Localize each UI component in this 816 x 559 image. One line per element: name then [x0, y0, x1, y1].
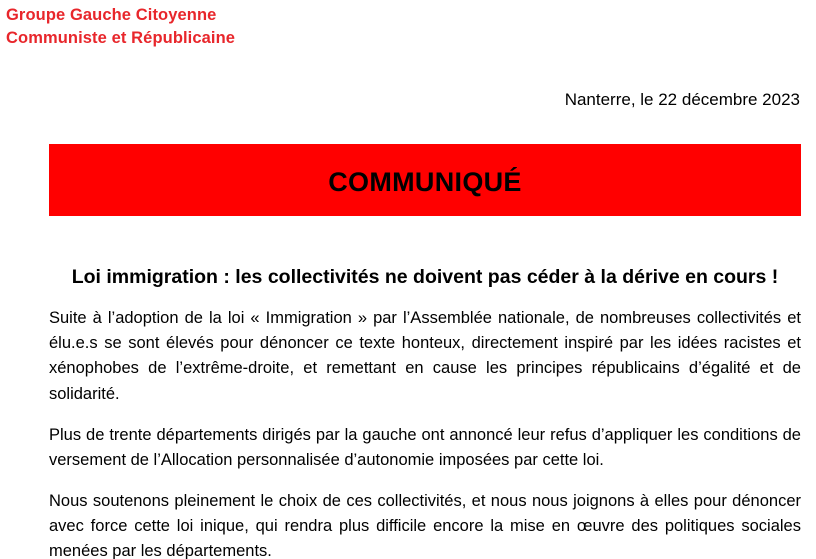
body-paragraph-1: Suite à l’adoption de la loi « Immigration » par l’Assemblée nationale, de nombreuses collectivités et élu.e.s se sont élevés pour dénoncer ce texte honteux, directement inspiré par les idées racistes et xénophobes de l’extrême-droite, et remettant en cause les principes républicains d’égalité et de solidarité. — [49, 309, 801, 403]
communique-banner — [49, 144, 801, 216]
organization-name-line-2: Communiste et Républicaine — [6, 29, 236, 47]
organization-name — [6, 4, 235, 50]
body-paragraph-3: Nous soutenons pleinement le choix de ces collectivités, et nous nous joignons à elles pour dénoncer avec force cette loi inique, qui rendra plus difficile encore la mise en œuvre des politiques sociales menées par les départements. — [49, 492, 801, 559]
press-release-headline: Loi immigration : les collectivités ne doivent pas céder à la dérive en cours ! — [71, 266, 779, 288]
banner-title: COMMUNIQUÉ — [328, 166, 522, 197]
body-paragraph-2: Plus de trente départements dirigés par la gauche ont annoncé leur refus d’appliquer les conditions de versement de l’Allocation personnalisée d’autonomie imposées par cette loi. — [49, 426, 801, 470]
place-and-date: Nanterre, le 22 décembre 2023 — [564, 90, 800, 109]
organization-name-line-1: Groupe Gauche Citoyenne — [6, 6, 217, 24]
